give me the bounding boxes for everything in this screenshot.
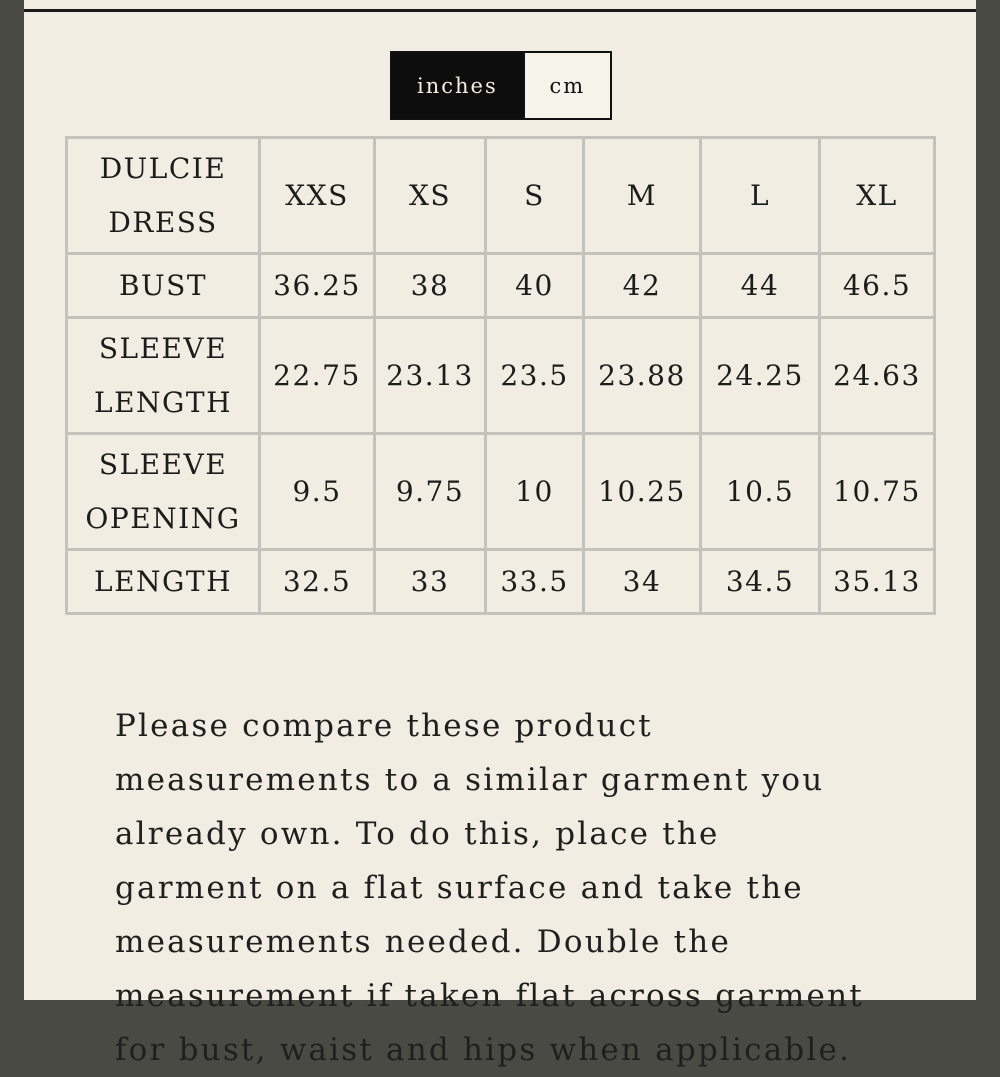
product-name-cell <box>67 138 260 254</box>
row-label-line1: SLEEVE <box>98 447 228 481</box>
table-cell: 10.5 <box>701 434 820 550</box>
table-cell: 24.63 <box>820 318 935 434</box>
size-header: XXS <box>260 138 375 254</box>
size-table <box>65 136 936 615</box>
product-name-line1: DULCIE <box>99 151 227 185</box>
size-header: M <box>584 138 701 254</box>
inches-button[interactable]: inches <box>392 53 523 118</box>
row-label-line2: LENGTH <box>94 385 232 419</box>
row-label-line1: SLEEVE <box>98 331 228 365</box>
table-cell: 33.5 <box>486 550 584 614</box>
table-cell: 9.75 <box>375 434 486 550</box>
table-cell: 34.5 <box>701 550 820 614</box>
table-header-row <box>67 138 935 254</box>
table-cell: 10.25 <box>584 434 701 550</box>
product-name-line2: DRESS <box>108 205 218 239</box>
table-cell: 46.5 <box>820 254 935 318</box>
table-row <box>67 550 935 614</box>
table-row <box>67 318 935 434</box>
row-label <box>67 434 260 550</box>
table-cell: 35.13 <box>820 550 935 614</box>
table-cell: 9.5 <box>260 434 375 550</box>
unit-toggle[interactable] <box>390 51 612 120</box>
table-cell: 10 <box>486 434 584 550</box>
measurement-instructions: Please compare these product measurements to a similar garment you already own. To do this, place the garment on a flat surface and take the measurements needed. Double the measurement if taken flat across garment for bust, waist and hips when applicable. <box>115 708 864 1068</box>
row-label: LENGTH <box>67 550 260 614</box>
table-cell: 23.88 <box>584 318 701 434</box>
table-cell: 33 <box>375 550 486 614</box>
table-cell: 23.13 <box>375 318 486 434</box>
table-cell: 24.25 <box>701 318 820 434</box>
size-header: S <box>486 138 584 254</box>
table-cell: 10.75 <box>820 434 935 550</box>
table-cell: 22.75 <box>260 318 375 434</box>
size-header: XL <box>820 138 935 254</box>
top-divider <box>24 9 976 12</box>
row-label-line2: OPENING <box>85 501 241 535</box>
size-chart-panel <box>24 0 976 1068</box>
cm-button[interactable]: cm <box>523 53 610 118</box>
row-label <box>67 318 260 434</box>
table-cell: 36.25 <box>260 254 375 318</box>
size-header: XS <box>375 138 486 254</box>
size-header: L <box>701 138 820 254</box>
table-cell: 32.5 <box>260 550 375 614</box>
table-cell: 38 <box>375 254 486 318</box>
table-cell: 34 <box>584 550 701 614</box>
table-cell: 42 <box>584 254 701 318</box>
table-cell: 40 <box>486 254 584 318</box>
table-row <box>67 254 935 318</box>
table-cell: 44 <box>701 254 820 318</box>
row-label: BUST <box>67 254 260 318</box>
table-row <box>67 434 935 550</box>
table-cell: 23.5 <box>486 318 584 434</box>
